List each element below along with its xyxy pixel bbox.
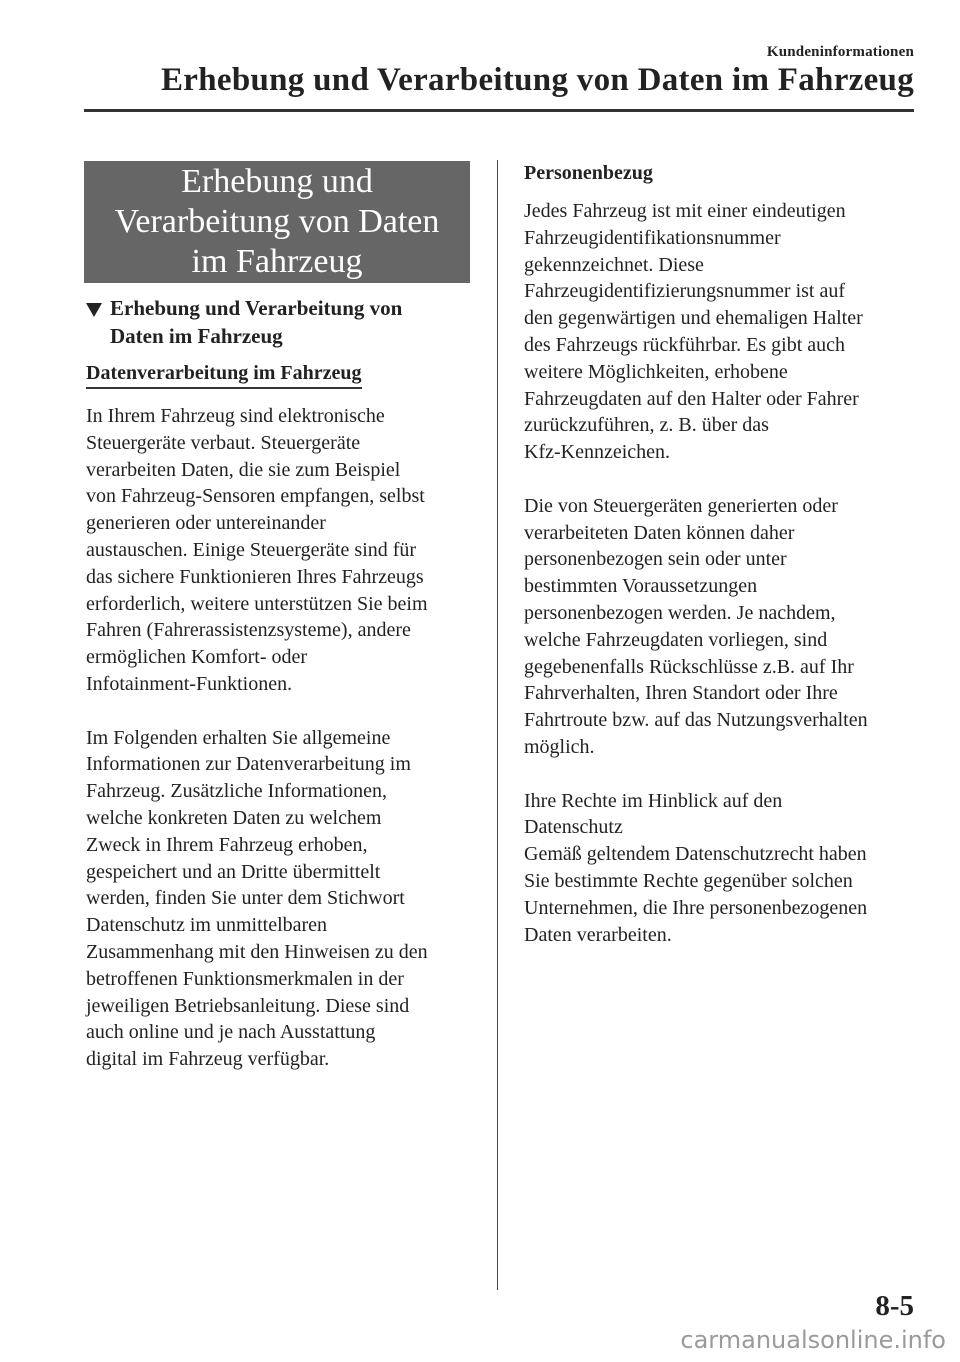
chapter-title-box [84, 161, 470, 283]
chapter-title-line-3: im Fahrzeug [191, 243, 363, 280]
section-label: Kundeninformationen [766, 44, 914, 60]
paragraph: Die von Steuergeräten generierten oder verarbeiteten Daten können daher personenbezogen sein oder unter bestimmten Voraussetzungen personenbezogen werden. Je nachdem, welche Fahrzeugdaten vorliegen, sind gegebenenfalls Rückschlüsse z.B. auf Ihr Fahrverhalten, Ihren Standort oder Ihre Fahrtroute bzw. auf das Nutzungsverhalten möglich. [524, 494, 868, 758]
page-number: 8-5 [875, 1290, 914, 1322]
header-divider [84, 109, 914, 112]
subheading-personenbezug: Personenbezug [524, 162, 653, 184]
chapter-title-line-1: Erhebung und [181, 163, 373, 200]
section-heading [86, 294, 476, 350]
subheading-datenverarbeitung: Datenverarbeitung im Fahrzeug [86, 360, 362, 389]
paragraph: Ihre Rechte im Hinblick auf den Datenschutz Gemäß geltendem Datenschutzrecht haben Sie bestimmte Rechte gegenüber solchen Unternehmen, die Ihre personenbezogenen Daten verarbeiten. [524, 789, 868, 946]
paragraph: Im Folgenden erhalten Sie allgemeine Informationen zur Datenverarbeitung im Fahrzeug. Zusätzliche Informationen, welche konkreten Daten zu welchem Zweck in Ihrem Fahrzeug erhoben, gespeichert und an Dritte übermittelt werden, finden Sie unter dem Stichwort Datenschutz im unmittelbaren Zusammenhang mit den Hinweisen zu den betroffenen Funktionsmerkmalen in der jeweiligen Betriebsanleitung. Diese sind auch online und je nach Ausstattung digital im Fahrzeug verfügbar. [86, 726, 428, 1071]
chapter-title-line-2: Verarbeitung von Daten [114, 203, 440, 240]
paragraph: In Ihrem Fahrzeug sind elektronische Steuergeräte verbaut. Steuergeräte verarbeiten Daten, die sie zum Beispiel von Fahrzeug-Sensoren empfangen, selbst generieren oder untereinander austauschen. Einige Steuergeräte sind für das sichere Funktionieren Ihres Fahrzeugs erforderlich, weitere unterstützen Sie beim Fahren (Fahrerassistenzsysteme), andere ermöglichen Komfort- oder Infotainment-Funktionen. [86, 405, 428, 695]
left-column [86, 294, 476, 1100]
section-heading-line-1: Erhebung und Verarbeitung von [110, 296, 403, 320]
paragraph: Jedes Fahrzeug ist mit einer eindeutigen Fahrzeugidentifikationsnummer gekennzeichnet. Diese Fahrzeugidentifizierungsnummer ist auf den gegenwärtigen und ehemaligen Halter des Fahrzeugs rückführbar. Es gibt auch weitere Möglichkeiten, erhobene Fahrzeugdaten auf den Halter oder Fahrer zurückzuführen, z. B. über das Kfz-Kennzeichen. [524, 200, 863, 464]
right-column [524, 160, 924, 975]
page-header-title: Erhebung und Verarbeitung von Daten im Fahrzeug [160, 62, 914, 98]
watermark: carmanualsonline.info [680, 1326, 946, 1354]
section-heading-line-2: Daten im Fahrzeug [110, 324, 283, 348]
triangle-bullet-icon [86, 303, 102, 317]
column-divider [497, 160, 498, 1290]
